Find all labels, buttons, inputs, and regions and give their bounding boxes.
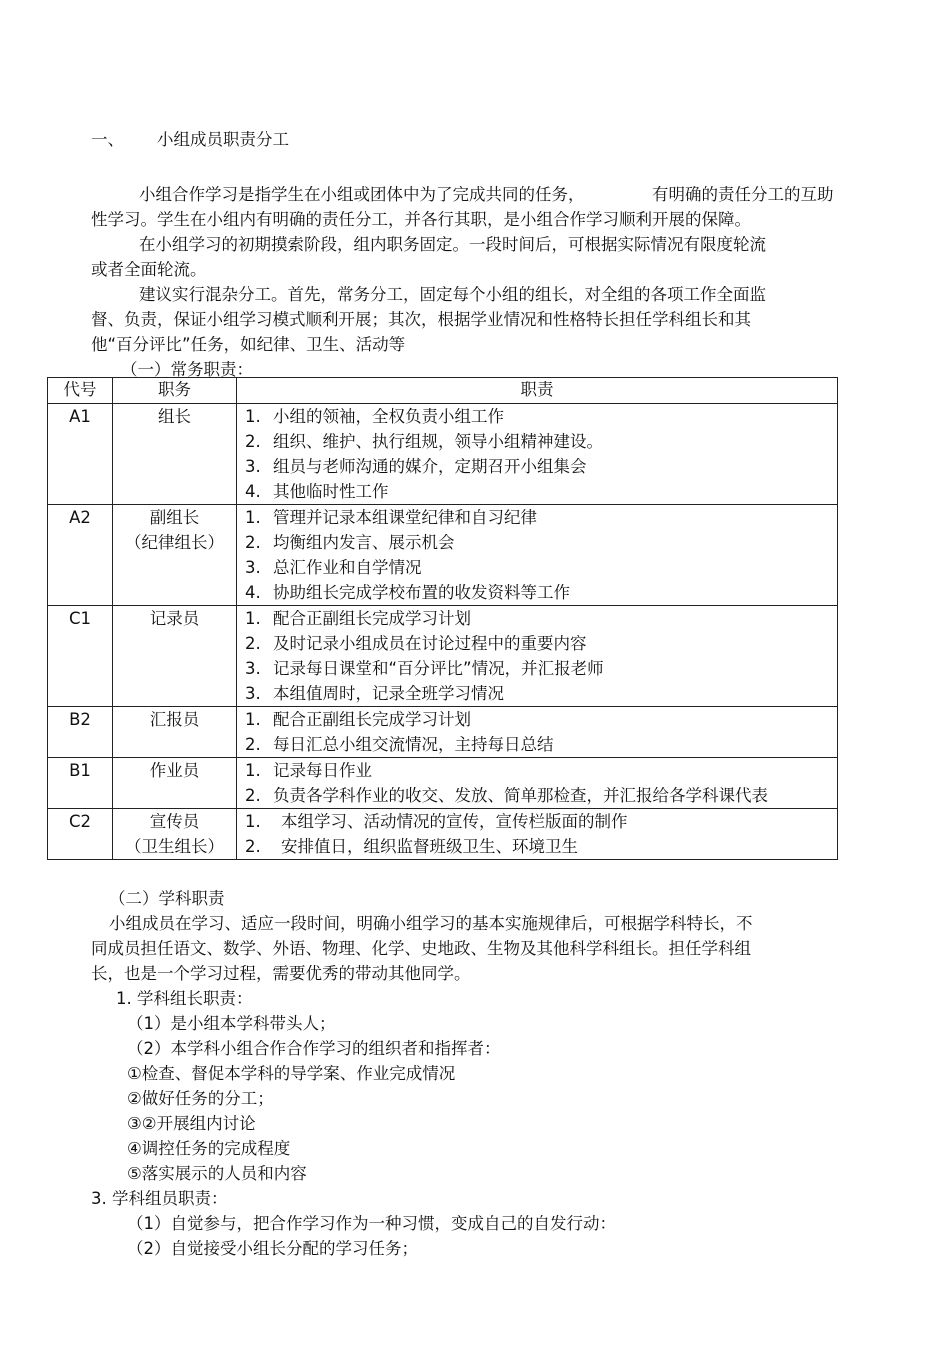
leader-duties-title: 1. 学科组长职责： <box>116 989 253 1008</box>
duty-item <box>237 505 793 530</box>
role-code: C2 <box>48 809 113 860</box>
duty-number: 3. <box>245 684 261 703</box>
role-code: B1 <box>48 758 113 809</box>
duty-text: 协助组长完成学校布置的收发资料等工作 <box>273 583 570 602</box>
subject-para-line: 同成员担任语文、数学、外语、物理、化学、史地政、生物及其他科学科组长。担任学科组 <box>91 939 751 958</box>
duty-item <box>237 479 793 504</box>
member-duties-title: 3. 学科组员职责： <box>91 1189 228 1208</box>
subsection-title-routine: （一）常务职责： <box>121 360 253 379</box>
intro-line: 有明确的责任分工的互助 <box>652 185 834 204</box>
intro-line: 建议实行混杂分工。首先，常务分工，固定每个小组的组长，对全组的各项工作全面监 <box>139 285 766 304</box>
duty-number: 1. <box>245 812 261 831</box>
column-header-duty: 职责 <box>237 378 838 404</box>
leader-duty-item: ①检查、督促本学科的导学案、作业完成情况 <box>127 1064 456 1083</box>
duty-cell <box>237 758 838 809</box>
duty-text: 其他临时性工作 <box>273 482 389 501</box>
duty-item <box>237 783 793 808</box>
duty-text: 每日汇总小组交流情况，主持每日总结 <box>273 735 554 754</box>
duty-item <box>237 732 793 757</box>
subject-para-line: 小组成员在学习、适应一段时间，明确小组学习的基本实施规律后，可根据学科特长，不 <box>109 914 753 933</box>
duty-item <box>237 809 801 834</box>
table-header-row <box>48 378 838 404</box>
duty-text: 本组学习、活动情况的宣传，宣传栏版面的制作 <box>281 812 628 831</box>
leader-duty-item: ④调控任务的完成程度 <box>127 1139 291 1158</box>
duty-number: 3. <box>245 659 261 678</box>
role-name-text: 宣传员 <box>149 812 200 831</box>
role-name <box>113 809 237 860</box>
duty-number: 3. <box>245 558 261 577</box>
subsection-title-subject: （二）学科职责 <box>109 889 225 908</box>
duty-cell <box>237 809 838 860</box>
table-row <box>48 505 838 606</box>
duty-item <box>237 631 793 656</box>
duty-text: 组织、维护、执行组规，领导小组精神建设。 <box>273 432 603 451</box>
role-name-subtext: （卫生组长） <box>125 837 224 856</box>
duty-number: 1. <box>245 710 261 729</box>
role-code: A2 <box>48 505 113 606</box>
duty-number: 1. <box>245 508 261 527</box>
leader-duty-item: ③②开展组内讨论 <box>127 1114 256 1133</box>
column-header-role: 职务 <box>113 378 237 404</box>
member-duty-item: （2）自觉接受小组长分配的学习任务； <box>127 1239 418 1258</box>
duty-item <box>237 606 793 631</box>
intro-line: 在小组学习的初期摸索阶段，组内职务固定。一段时间后，可根据实际情况有限度轮流 <box>139 235 766 254</box>
duty-item <box>237 758 793 783</box>
leader-duty-item: ⑤落实展示的人员和内容 <box>127 1164 307 1183</box>
role-code: B2 <box>48 707 113 758</box>
duty-text: 配合正副组长完成学习计划 <box>273 710 471 729</box>
duty-text: 及时记录小组成员在讨论过程中的重要内容 <box>273 634 587 653</box>
duty-item <box>237 656 793 681</box>
section-heading: 小组成员职责分工 <box>157 130 289 149</box>
duty-item <box>237 580 793 605</box>
table-row <box>48 707 838 758</box>
duty-item <box>237 707 793 732</box>
duty-number: 2. <box>245 533 261 552</box>
leader-duty-item: ②做好任务的分工； <box>127 1089 274 1108</box>
role-name-text: 汇报员 <box>149 710 200 729</box>
role-name-text: 组长 <box>158 407 191 426</box>
duty-text: 安排值日，组织监督班级卫生、环境卫生 <box>281 837 578 856</box>
role-name-text: 作业员 <box>149 761 200 780</box>
duty-item <box>237 530 793 555</box>
role-name <box>113 505 237 606</box>
role-name <box>113 707 237 758</box>
duty-text: 组员与老师沟通的媒介，定期召开小组集会 <box>273 457 587 476</box>
duty-text: 本组值周时，记录全班学习情况 <box>273 684 504 703</box>
intro-line: 督、负责，保证小组学习模式顺利开展；其次，根据学业情况和性格特长担任学科组长和其 <box>91 310 751 329</box>
duty-text: 配合正副组长完成学习计划 <box>273 609 471 628</box>
intro-line: 小组合作学习是指学生在小组或团体中为了完成共同的任务， <box>139 185 585 204</box>
duty-item <box>237 555 793 580</box>
intro-line: 或者全面轮流。 <box>91 260 207 279</box>
duty-item <box>237 681 793 706</box>
duty-cell <box>237 707 838 758</box>
table-row <box>48 606 838 707</box>
duty-item <box>237 404 793 429</box>
duty-cell <box>237 404 838 505</box>
role-name-text: 副组长 <box>149 508 200 527</box>
duty-text: 小组的领袖，全权负责小组工作 <box>273 407 504 426</box>
duty-item <box>237 834 801 859</box>
duty-text: 记录每日课堂和“百分评比”情况，并汇报老师 <box>273 659 604 678</box>
intro-line: 性学习。学生在小组内有明确的责任分工，并各行其职，是小组合作学习顺利开展的保障。 <box>91 210 751 229</box>
duty-number: 2. <box>245 786 261 805</box>
role-name-subtext: （纪律组长） <box>125 533 224 552</box>
duty-item <box>237 429 793 454</box>
table-row <box>48 758 838 809</box>
section-heading-number: 一、 <box>91 130 124 149</box>
subject-para-line: 长，也是一个学习过程，需要优秀的带动其他同学。 <box>91 964 471 983</box>
role-code: A1 <box>48 404 113 505</box>
duty-table <box>47 377 838 860</box>
duty-text: 均衡组内发言、展示机会 <box>273 533 455 552</box>
duty-number: 1. <box>245 761 261 780</box>
leader-duty-item: （1）是小组本学科带头人； <box>127 1014 336 1033</box>
duty-number: 3. <box>245 457 261 476</box>
duty-text: 总汇作业和自学情况 <box>273 558 422 577</box>
table-row <box>48 809 838 860</box>
role-name <box>113 606 237 707</box>
member-duty-item: （1）自觉参与，把合作学习作为一种习惯，变成自己的自发行动： <box>127 1214 616 1233</box>
duty-number: 2. <box>245 634 261 653</box>
duty-item <box>237 454 793 479</box>
table-row <box>48 404 838 505</box>
duty-cell <box>237 606 838 707</box>
duty-number: 4. <box>245 482 261 501</box>
role-name <box>113 404 237 505</box>
duty-text: 管理并记录本组课堂纪律和自习纪律 <box>273 508 537 527</box>
duty-number: 1. <box>245 407 261 426</box>
role-code: C1 <box>48 606 113 707</box>
duty-text: 负责各学科作业的收交、发放、简单那检查，并汇报给各学科课代表 <box>273 786 768 805</box>
duty-number: 2. <box>245 735 261 754</box>
duty-cell <box>237 505 838 606</box>
duty-number: 1. <box>245 609 261 628</box>
column-header-code: 代号 <box>48 378 113 404</box>
duty-number: 2. <box>245 432 261 451</box>
role-name <box>113 758 237 809</box>
duty-number: 2. <box>245 837 261 856</box>
duty-number: 4. <box>245 583 261 602</box>
leader-duty-item: （2）本学科小组合作合作学习的组织者和指挥者： <box>127 1039 501 1058</box>
intro-line: 他“百分评比”任务，如纪律、卫生、活动等 <box>91 335 406 354</box>
role-name-text: 记录员 <box>149 609 200 628</box>
duty-text: 记录每日作业 <box>273 761 372 780</box>
